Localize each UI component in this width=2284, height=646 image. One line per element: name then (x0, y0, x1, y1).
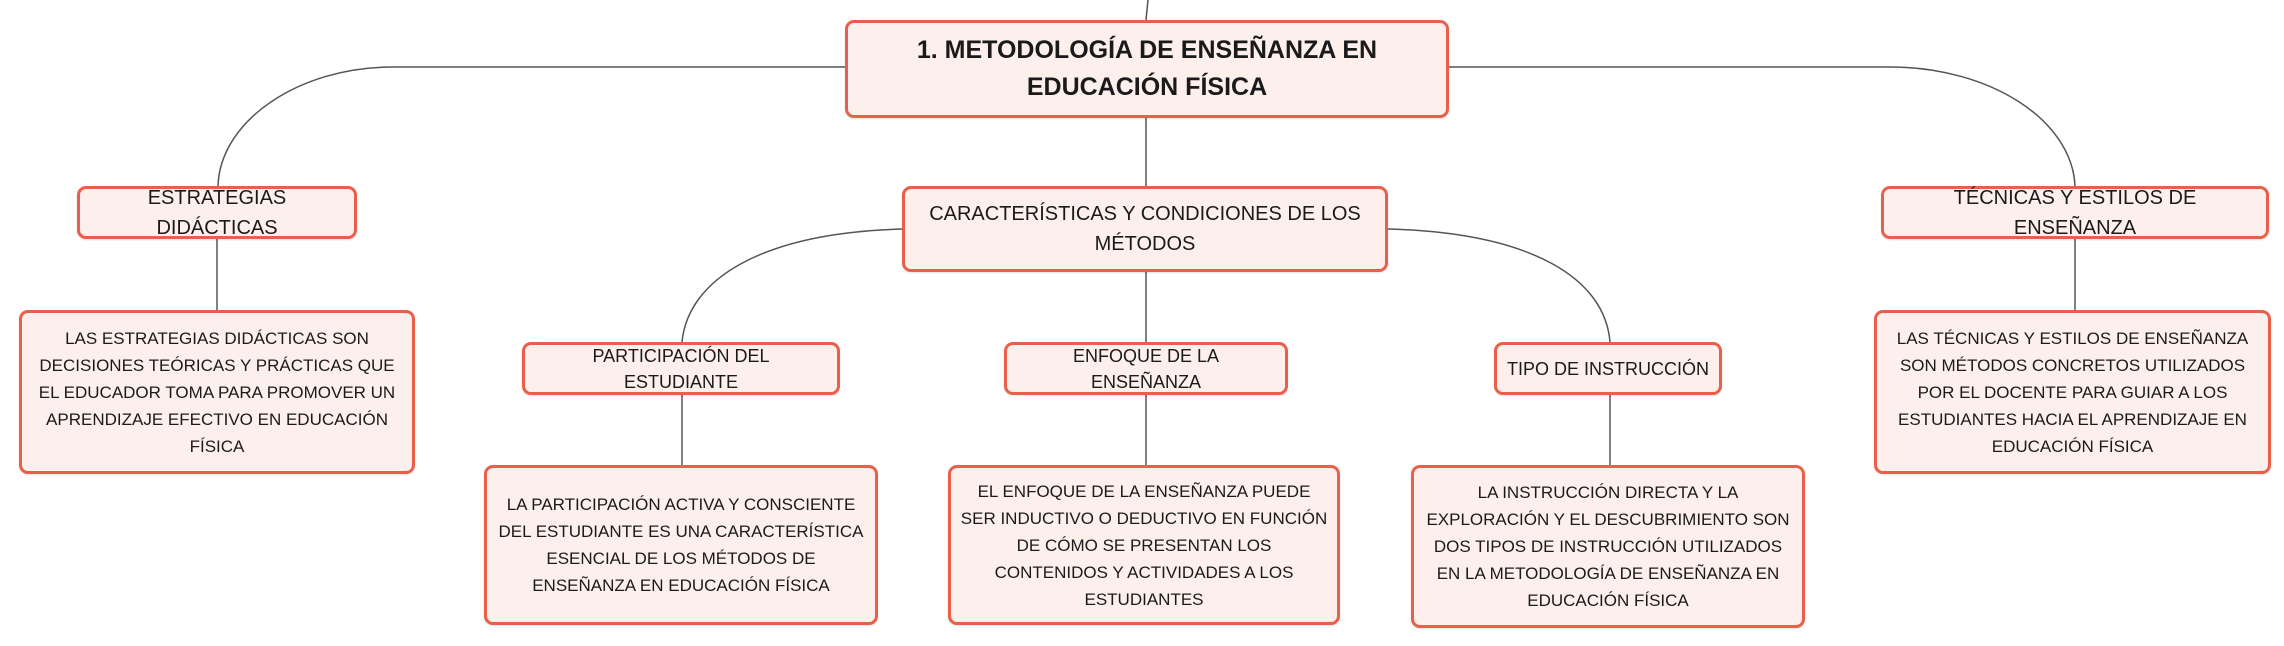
node-caracteristicas-condiciones[interactable] (902, 186, 1388, 272)
node-tecnicas-label: TÉCNICAS Y ESTILOS DE ENSEÑANZA (1953, 186, 2197, 239)
node-enfoque-description-text: EL ENFOQUE DE LA ENSEÑANZA PUEDE SER INDUCTIVO O DEDUCTIVO EN FUNCIÓN DE CÓMO SE PRESENTAN LOS CONTENIDOS Y ACTIVIDADES A LOS ESTUDIANTES (960, 481, 1328, 609)
node-enfoque-ensenanza[interactable] (1004, 342, 1288, 395)
root-node[interactable] (845, 20, 1449, 118)
connector-root-tecnicas (1449, 67, 2075, 186)
node-estrategias-label: ESTRATEGIAS DIDÁCTICAS (147, 186, 287, 239)
node-instruccion-description[interactable] (1411, 465, 1805, 628)
node-estrategias-didacticas[interactable] (77, 186, 357, 239)
node-tecnicas-description[interactable] (1874, 310, 2271, 474)
node-participacion-description[interactable] (484, 465, 878, 625)
node-participacion-description-text: LA PARTICIPACIÓN ACTIVA Y CONSCIENTE DEL ESTUDIANTE ES UNA CARACTERÍSTICA ESENCIAL DE LOS MÉTODOS DE ENSEÑANZA EN EDUCACIÓN FÍSICA (498, 495, 864, 595)
node-participacion-estudiante[interactable] (522, 342, 840, 395)
node-instruccion-description-text: LA INSTRUCCIÓN DIRECTA Y LA EXPLORACIÓN Y EL DESCUBRIMIENTO SON DOS TIPOS DE INSTRUCCIÓN UTILIZADOS EN LA METODOLOGÍA DE ENSEÑANZA EN EDUCACIÓN FÍSICA (1426, 483, 1790, 610)
node-enfoque-label: ENFOQUE DE LA ENSEÑANZA (1072, 345, 1220, 392)
node-instruccion-label: TIPO DE INSTRUCCIÓN (1507, 358, 1710, 379)
node-tecnicas-estilos[interactable] (1881, 186, 2269, 239)
node-estrategias-description-text: LAS ESTRATEGIAS DIDÁCTICAS SON DECISIONES TEÓRICAS Y PRÁCTICAS QUE EL EDUCADOR TOMA PARA PROMOVER UN APRENDIZAJE EFECTIVO EN EDUCACIÓN FÍSICA (38, 328, 396, 456)
root-node-label: 1. METODOLOGÍA DE ENSEÑANZA EN EDUCACIÓN FÍSICA (916, 36, 1378, 101)
connector-parent-root (1146, 0, 1148, 20)
node-tipo-instruccion[interactable] (1494, 342, 1722, 395)
node-estrategias-description[interactable] (19, 310, 415, 474)
node-tecnicas-description-text: LAS TÉCNICAS Y ESTILOS DE ENSEÑANZA SON MÉTODOS CONCRETOS UTILIZADOS POR EL DOCENTE PARA GUIAR A LOS ESTUDIANTES HACIA EL APRENDIZAJE EN EDUCACIÓN FÍSICA (1896, 328, 2249, 456)
connector-caracteristicas-participacion (682, 229, 902, 342)
node-participacion-label: PARTICIPACIÓN DEL ESTUDIANTE (592, 345, 770, 392)
node-enfoque-description[interactable] (948, 465, 1340, 625)
node-caracteristicas-label: CARACTERÍSTICAS Y CONDICIONES DE LOS MÉTODOS (929, 203, 1361, 255)
connector-root-estrategias (218, 67, 845, 186)
connector-caracteristicas-instruccion (1388, 229, 1610, 342)
